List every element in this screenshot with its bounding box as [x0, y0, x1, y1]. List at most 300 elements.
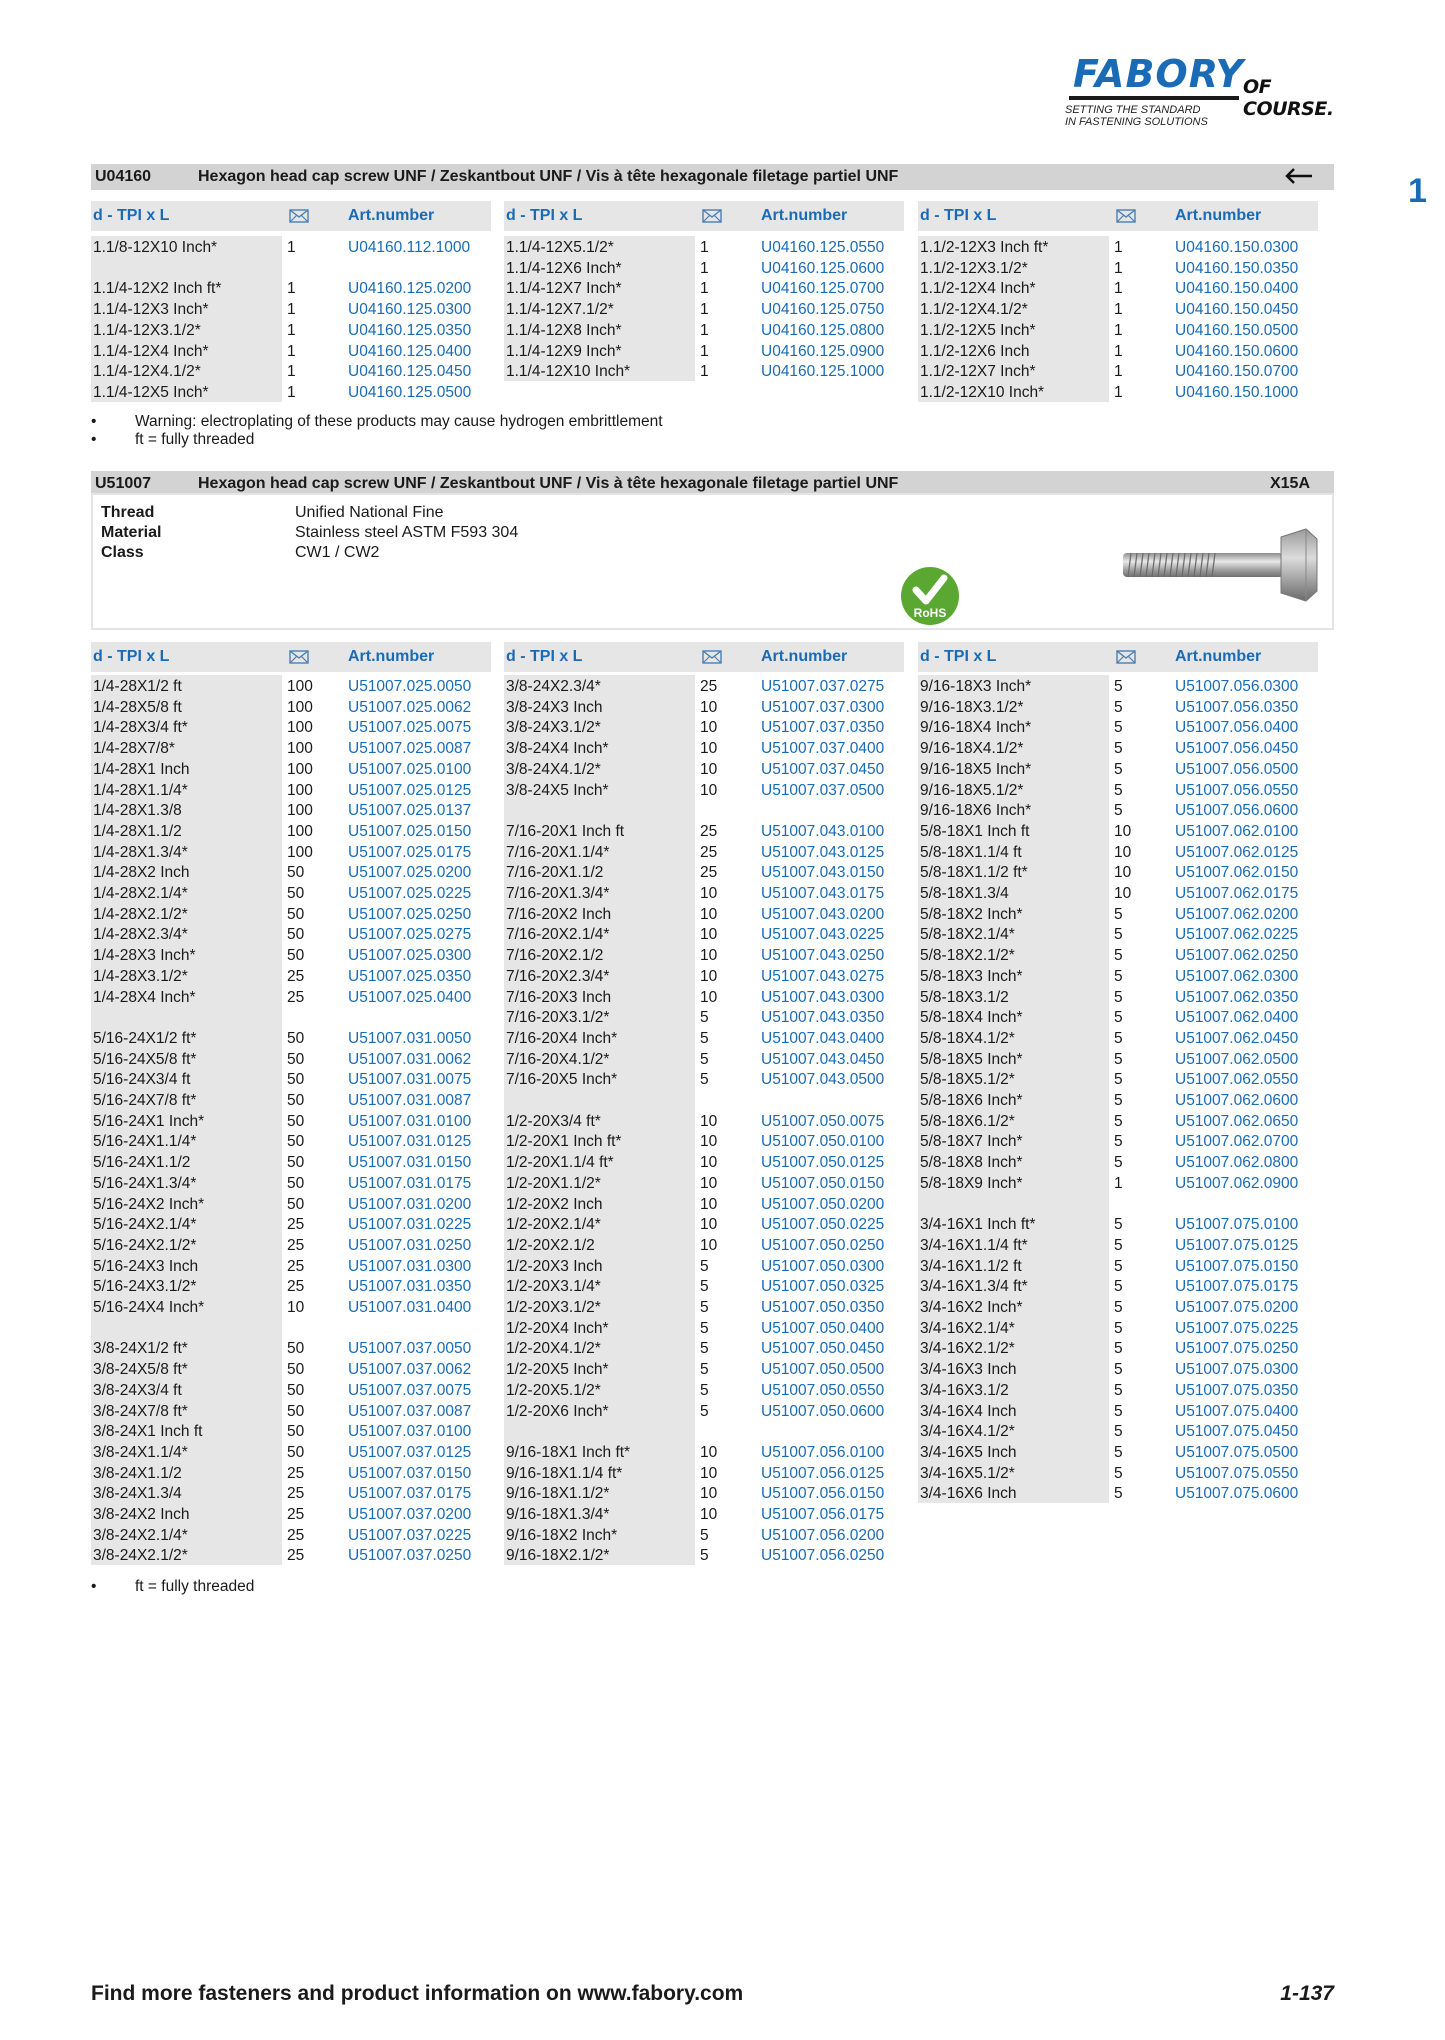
size-cell: 1/2-20X1 Inch ft*	[506, 1133, 622, 1151]
logo-underline	[1069, 96, 1239, 100]
column-header-3	[918, 201, 1318, 231]
article-number-link[interactable]: U51007.025.0350	[348, 967, 472, 985]
article-number-link[interactable]: U51007.043.0250	[761, 947, 885, 965]
article-number-link[interactable]: U04160.125.1000	[761, 363, 885, 381]
size-cell: 5/8-18X5 Inch*	[920, 1050, 1023, 1068]
quantity-cell: 1	[700, 363, 709, 381]
quantity-cell: 50	[287, 1195, 305, 1213]
article-number-link[interactable]: U51007.075.0550	[1175, 1464, 1299, 1482]
article-number-link[interactable]: U51007.075.0100	[1175, 1216, 1299, 1234]
article-number-link[interactable]: U51007.062.0700	[1175, 1133, 1299, 1151]
quantity-cell: 50	[287, 1174, 305, 1192]
article-number-link[interactable]: U51007.025.0125	[348, 781, 472, 799]
article-number-link[interactable]: U04160.112.1000	[348, 239, 471, 256]
size-cell: 9/16-18X4 Inch*	[920, 719, 1032, 737]
article-number-link[interactable]: U51007.031.0087	[348, 1092, 472, 1109]
size-cell: 1.1/4-12X7 Inch*	[506, 280, 622, 298]
article-number-link[interactable]: U51007.025.0275	[348, 926, 472, 944]
column-header-2	[504, 201, 904, 231]
header-art-number: Art.number	[348, 207, 435, 224]
quantity-cell: 25	[287, 1278, 305, 1296]
footer-page-number: 1-137	[1280, 1982, 1334, 2005]
article-number-link[interactable]: U51007.025.0175	[348, 843, 472, 861]
size-cell: 1.1/8-12X10 Inch*	[93, 239, 218, 256]
quantity-cell: 5	[1114, 1133, 1123, 1151]
article-number-link[interactable]: U51007.062.0550	[1175, 1071, 1299, 1089]
header-size-label: d - TPI x L	[93, 207, 170, 224]
size-cell: 3/8-24X1.3/4	[93, 1485, 182, 1503]
quantity-cell: 5	[700, 1402, 709, 1420]
article-number-link[interactable]: U51007.056.0200	[761, 1526, 885, 1544]
size-cell: 7/16-20X1 Inch ft	[506, 822, 625, 840]
article-number-link[interactable]: U51007.043.0125	[761, 843, 885, 861]
article-number-link[interactable]: U51007.075.0500	[1175, 1443, 1299, 1461]
article-number-link[interactable]: U51007.062.0150	[1175, 864, 1299, 882]
size-cell: 1.1/2-12X4 Inch*	[920, 280, 1036, 298]
header-size-label: d - TPI x L	[506, 648, 583, 665]
article-number-link[interactable]: U51007.050.0500	[761, 1361, 885, 1379]
size-cell: 1/2-20X3 Inch	[506, 1257, 603, 1275]
size-cell: 5/16-24X1/2 ft*	[93, 1029, 197, 1047]
size-cell: 1/2-20X1.1/4 ft*	[506, 1154, 614, 1172]
article-number-link[interactable]: U51007.037.0050	[348, 1340, 472, 1358]
quantity-cell: 10	[700, 1154, 718, 1172]
article-number-link[interactable]: U51007.075.0250	[1175, 1340, 1299, 1358]
article-number-link[interactable]: U51007.025.0100	[348, 760, 472, 778]
article-number-link[interactable]: U51007.043.0450	[761, 1050, 885, 1068]
size-cell: 1.1/2-12X3 Inch ft*	[920, 239, 1049, 256]
size-cell: 5/16-24X2 Inch*	[93, 1195, 205, 1213]
article-number-link[interactable]: U51007.056.0550	[1175, 781, 1299, 799]
article-number-link[interactable]: U51007.056.0350	[1175, 698, 1299, 716]
article-number-link[interactable]: U51007.075.0600	[1175, 1485, 1299, 1503]
article-number-link[interactable]: U51007.062.0400	[1175, 1009, 1299, 1027]
quantity-cell: 5	[700, 1547, 709, 1565]
article-number-link[interactable]: U51007.031.0100	[348, 1112, 472, 1130]
size-cell: 1/2-20X2.1/2	[506, 1236, 595, 1254]
size-cell: 5/8-18X7 Inch*	[920, 1133, 1023, 1151]
quantity-cell: 50	[287, 1381, 305, 1399]
article-number-link[interactable]: U51007.031.0350	[348, 1278, 472, 1296]
logo-wordmark: FABORY	[1073, 52, 1245, 96]
size-cell: 3/8-24X3 Inch	[506, 698, 603, 716]
article-number-link[interactable]: U51007.056.0100	[761, 1443, 885, 1461]
article-number-link[interactable]: U04160.125.0500	[348, 383, 472, 401]
article-number-link[interactable]: U51007.031.0125	[348, 1133, 472, 1151]
size-cell: 3/4-16X6 Inch	[920, 1485, 1017, 1503]
article-number-link[interactable]: U51007.050.0450	[761, 1340, 885, 1358]
article-number-link[interactable]: U04160.150.0600	[1175, 342, 1299, 360]
article-number-link[interactable]: U51007.050.0250	[761, 1236, 885, 1254]
quantity-cell: 1	[1114, 321, 1123, 339]
size-cell: 1/4-28X3 Inch*	[93, 947, 196, 965]
article-number-link[interactable]: U51007.050.0325	[761, 1278, 885, 1296]
size-cell: 1/4-28X1.1/4*	[93, 781, 188, 799]
article-number-link[interactable]: U51007.043.0150	[761, 864, 885, 882]
article-number-link[interactable]: U51007.037.0450	[761, 760, 885, 778]
quantity-cell: 10	[1114, 843, 1132, 861]
quantity-cell: 50	[287, 1154, 305, 1172]
article-number-link[interactable]: U51007.025.0075	[348, 719, 472, 737]
article-number-link[interactable]: U51007.056.0400	[1175, 719, 1299, 737]
quantity-cell: 5	[1114, 1402, 1123, 1420]
article-number-link[interactable]: U04160.150.0400	[1175, 280, 1299, 298]
quantity-cell: 1	[700, 239, 709, 256]
size-cell: 1/4-28X3.1/2*	[93, 967, 188, 985]
quantity-cell: 50	[287, 1092, 305, 1109]
article-number-link[interactable]: U51007.050.0550	[761, 1381, 885, 1399]
quantity-cell: 100	[287, 760, 313, 778]
article-number-link[interactable]: U51007.031.0150	[348, 1154, 472, 1172]
quantity-cell: 5	[1114, 1071, 1123, 1089]
article-number-link[interactable]: U51007.025.0200	[348, 864, 472, 882]
quantity-cell: 50	[287, 1361, 305, 1379]
article-number-link[interactable]: U04160.125.0550	[761, 239, 885, 256]
quantity-cell: 50	[287, 905, 305, 923]
article-number-link[interactable]: U51007.031.0075	[348, 1071, 472, 1089]
size-cell: 5/8-18X4 Inch*	[920, 1009, 1023, 1027]
article-number-link[interactable]: U04160.125.0700	[761, 280, 885, 298]
article-number-link[interactable]: U51007.025.0250	[348, 905, 472, 923]
article-number-link[interactable]: U51007.043.0400	[761, 1029, 885, 1047]
size-cell: 5/8-18X2.1/4*	[920, 926, 1015, 944]
article-number-link[interactable]: U04160.125.0800	[761, 321, 885, 339]
size-cell: 1/4-28X1 Inch	[93, 760, 190, 778]
article-number-link[interactable]: U51007.031.0225	[348, 1216, 472, 1234]
quantity-cell: 5	[700, 1299, 709, 1316]
size-cell: 9/16-18X3.1/2*	[920, 698, 1024, 716]
size-cell: 1.1/2-12X3.1/2*	[920, 259, 1028, 277]
article-number-link[interactable]: U51007.050.0400	[761, 1319, 885, 1337]
article-number-link[interactable]: U51007.062.0125	[1175, 843, 1299, 861]
quantity-cell: 10	[700, 947, 718, 965]
article-number-link[interactable]: U51007.050.0300	[761, 1257, 885, 1275]
bullet: •	[91, 413, 97, 430]
size-cell: 7/16-20X4.1/2*	[506, 1050, 610, 1068]
size-cell: 1.1/4-12X8 Inch*	[506, 321, 622, 339]
article-number-link[interactable]: U51007.025.0050	[348, 678, 472, 695]
article-number-link[interactable]: U51007.037.0400	[761, 740, 885, 758]
hex-bolt-image	[1121, 525, 1321, 605]
quantity-cell: 5	[700, 1526, 709, 1544]
article-number-link[interactable]: U51007.043.0200	[761, 905, 885, 923]
quantity-cell: 1	[1114, 239, 1123, 256]
quantity-cell: 1	[287, 363, 296, 381]
quantity-cell: 50	[287, 1050, 305, 1068]
property-value: Unified National Fine	[295, 504, 444, 521]
article-number-link[interactable]: U51007.056.0150	[761, 1485, 885, 1503]
article-number-link[interactable]: U51007.037.0200	[348, 1506, 472, 1523]
size-cell: 1.1/4-12X7.1/2*	[506, 301, 614, 319]
article-number-link[interactable]: U51007.043.0275	[761, 967, 885, 985]
article-number-link[interactable]: U04160.150.0500	[1175, 321, 1299, 339]
quantity-cell: 5	[1114, 1236, 1123, 1254]
article-number-link[interactable]: U04160.125.0900	[761, 342, 885, 360]
size-cell: 3/4-16X4.1/2*	[920, 1423, 1015, 1441]
size-cell: 3/4-16X5 Inch	[920, 1443, 1017, 1461]
quantity-cell: 100	[287, 740, 313, 758]
article-number-link[interactable]: U51007.037.0250	[348, 1547, 472, 1565]
quantity-cell: 1	[700, 342, 709, 360]
article-number-link[interactable]: U51007.037.0075	[348, 1381, 472, 1399]
size-cell: 5/8-18X6.1/2*	[920, 1112, 1015, 1130]
quantity-cell: 1	[700, 280, 709, 298]
size-cell: 5/8-18X1.3/4	[920, 885, 1009, 902]
article-number-link[interactable]: U51007.075.0175	[1175, 1278, 1299, 1296]
section2-right-code: X15A	[1269, 475, 1310, 492]
article-number-link[interactable]: U04160.125.0350	[348, 321, 472, 339]
size-cell: 3/4-16X1.3/4 ft*	[920, 1278, 1028, 1296]
article-number-link[interactable]: U51007.062.0350	[1175, 988, 1299, 1006]
article-number-link[interactable]: U51007.031.0400	[348, 1299, 472, 1316]
article-number-link[interactable]: U04160.150.0350	[1175, 259, 1299, 277]
article-number-link[interactable]: U51007.043.0500	[761, 1071, 885, 1089]
quantity-cell: 10	[700, 719, 718, 737]
article-number-link[interactable]: U51007.031.0250	[348, 1236, 472, 1254]
quantity-cell: 10	[700, 1506, 718, 1523]
article-number-link[interactable]: U51007.062.0900	[1175, 1174, 1299, 1192]
article-number-link[interactable]: U51007.056.0450	[1175, 740, 1299, 758]
article-number-link[interactable]: U51007.025.0300	[348, 947, 472, 965]
size-cell: 1/4-28X2.1/4*	[93, 885, 188, 902]
article-number-link[interactable]: U04160.125.0200	[348, 280, 472, 298]
article-number-link[interactable]: U51007.075.0125	[1175, 1236, 1299, 1254]
size-cell: 7/16-20X2.1/4*	[506, 926, 610, 944]
size-cell: 7/16-20X2.1/2	[506, 947, 604, 965]
quantity-cell: 10	[700, 926, 718, 944]
size-cell: 7/16-20X2 Inch	[506, 905, 612, 923]
logo-subtitle-line2: IN FASTENING SOLUTIONS	[1065, 116, 1208, 128]
article-number-link[interactable]: U51007.075.0400	[1175, 1402, 1299, 1420]
size-cell: 3/4-16X2.1/2*	[920, 1340, 1015, 1358]
article-number-link[interactable]: U51007.062.0100	[1175, 822, 1299, 840]
article-number-link[interactable]: U51007.037.0150	[348, 1464, 472, 1482]
article-number-link[interactable]: U51007.031.0062	[348, 1050, 472, 1068]
quantity-cell: 5	[700, 1340, 709, 1358]
article-number-link[interactable]: U51007.025.0225	[348, 885, 472, 902]
quantity-cell: 5	[1114, 926, 1123, 944]
quantity-cell: 5	[1114, 967, 1123, 985]
article-number-link[interactable]: U51007.025.0400	[348, 988, 472, 1006]
quantity-cell: 50	[287, 1133, 305, 1151]
size-cell: 3/8-24X1/2 ft*	[93, 1340, 188, 1358]
article-number-link[interactable]: U51007.056.0250	[761, 1547, 885, 1565]
quantity-cell: 10	[700, 1195, 718, 1213]
size-cell: 7/16-20X3.1/2*	[506, 1009, 610, 1027]
article-number-link[interactable]: U51007.075.0450	[1175, 1423, 1299, 1441]
article-number-link[interactable]: U51007.075.0350	[1175, 1381, 1299, 1399]
size-cell: 1.1/2-12X7 Inch*	[920, 363, 1036, 381]
article-number-link[interactable]: U04160.125.0400	[348, 342, 472, 360]
size-cell: 1/4-28X1/2 ft	[93, 678, 182, 695]
quantity-cell: 1	[1114, 363, 1123, 381]
article-number-link[interactable]: U51007.050.0125	[761, 1154, 885, 1172]
size-cell: 9/16-18X4.1/2*	[920, 740, 1024, 758]
article-number-link[interactable]: U51007.062.0800	[1175, 1154, 1299, 1172]
article-number-link[interactable]: U04160.125.0300	[348, 301, 472, 319]
article-number-link[interactable]: U51007.037.0062	[348, 1361, 472, 1379]
article-number-link[interactable]: U51007.043.0225	[761, 926, 885, 944]
quantity-cell: 100	[287, 843, 313, 861]
article-number-link[interactable]: U51007.043.0350	[761, 1009, 885, 1027]
article-number-link[interactable]: U51007.050.0100	[761, 1133, 885, 1151]
size-cell: 1.1/4-12X4 Inch*	[93, 342, 209, 360]
size-cell: 5/16-24X3/4 ft	[93, 1071, 191, 1089]
article-number-link[interactable]: U04160.150.0300	[1175, 239, 1299, 256]
article-number-link[interactable]: U51007.075.0200	[1175, 1299, 1299, 1316]
article-number-link[interactable]: U51007.056.0175	[761, 1506, 885, 1523]
section1-title: Hexagon head cap screw UNF / Zeskantbout UNF / Vis à tête hexagonale filetage partiel UNF	[198, 168, 899, 185]
article-number-link[interactable]: U51007.037.0087	[348, 1402, 472, 1420]
quantity-cell: 100	[287, 678, 313, 695]
quantity-cell: 10	[287, 1299, 305, 1316]
size-cell: 5/16-24X1.3/4*	[93, 1174, 197, 1192]
footer-website-text: Find more fasteners and product information on www.fabory.com	[91, 1982, 744, 2005]
article-number-link[interactable]: U51007.037.0225	[348, 1526, 472, 1544]
size-cell: 3/4-16X1 Inch ft*	[920, 1216, 1036, 1234]
size-cell: 1.1/4-12X6 Inch*	[506, 259, 622, 277]
size-cell: 5/16-24X2.1/2*	[93, 1236, 197, 1254]
size-cell: 5/8-18X3 Inch*	[920, 967, 1023, 985]
quantity-cell: 10	[700, 1112, 718, 1130]
article-number-link[interactable]: U51007.043.0300	[761, 988, 885, 1006]
section2-code: U51007	[95, 475, 152, 492]
article-number-link[interactable]: U04160.150.0700	[1175, 363, 1299, 381]
envelope-icon	[702, 209, 722, 223]
quantity-cell: 5	[1114, 740, 1123, 758]
article-number-link[interactable]: U51007.037.0275	[761, 678, 885, 695]
chapter-number: 1	[1408, 172, 1427, 210]
article-number-link[interactable]: U51007.050.0200	[761, 1195, 885, 1213]
article-number-link[interactable]: U51007.043.0175	[761, 885, 885, 902]
article-number-link[interactable]: U51007.050.0225	[761, 1216, 885, 1234]
size-cell: 1.1/4-12X4.1/2*	[93, 363, 201, 381]
article-number-link[interactable]: U04160.150.1000	[1175, 383, 1299, 401]
article-number-link[interactable]: U51007.031.0200	[348, 1195, 472, 1213]
quantity-cell: 1	[700, 259, 709, 277]
article-number-link[interactable]: U51007.062.0225	[1175, 926, 1299, 944]
article-number-link[interactable]: U51007.031.0050	[348, 1029, 472, 1047]
article-number-link[interactable]: U51007.050.0150	[761, 1174, 885, 1192]
article-number-link[interactable]: U51007.050.0350	[761, 1299, 885, 1316]
size-cell: 5/8-18X2 Inch*	[920, 905, 1023, 923]
size-cell: 3/8-24X5 Inch*	[506, 781, 609, 799]
article-number-link[interactable]: U04160.125.0600	[761, 259, 885, 277]
size-cell: 5/16-24X1 Inch*	[93, 1112, 205, 1130]
product-properties-box	[91, 493, 1334, 630]
article-number-link[interactable]: U51007.056.0300	[1175, 678, 1299, 695]
quantity-cell: 100	[287, 822, 313, 840]
header-art-number: Art.number	[1175, 648, 1262, 665]
article-number-link[interactable]: U51007.037.0175	[348, 1485, 472, 1503]
size-cell: 5/8-18X9 Inch*	[920, 1174, 1023, 1192]
quantity-cell: 5	[700, 1278, 709, 1296]
size-cell: 5/8-18X4.1/2*	[920, 1029, 1015, 1047]
article-number-link[interactable]: U51007.050.0600	[761, 1402, 885, 1420]
article-number-link[interactable]: U04160.125.0750	[761, 301, 885, 319]
article-number-link[interactable]: U51007.062.0250	[1175, 947, 1299, 965]
size-cell: 1.1/4-12X3 Inch*	[93, 301, 209, 319]
logo-subtitle-line1: SETTING THE STANDARD	[1065, 104, 1201, 116]
article-number-link[interactable]: U51007.062.0450	[1175, 1029, 1299, 1047]
size-cell: 1/4-28X1.1/2	[93, 822, 182, 840]
quantity-cell: 10	[700, 885, 718, 902]
article-number-link[interactable]: U51007.037.0500	[761, 781, 885, 799]
size-cell: 7/16-20X4 Inch*	[506, 1029, 618, 1047]
header-size-label: d - TPI x L	[920, 207, 997, 224]
article-number-link[interactable]: U51007.025.0087	[348, 740, 472, 758]
article-number-link[interactable]: U51007.056.0500	[1175, 760, 1299, 778]
size-cell: 5/16-24X1.1/4*	[93, 1133, 197, 1151]
size-cell: 5/8-18X3.1/2	[920, 988, 1009, 1006]
envelope-icon	[289, 650, 309, 664]
quantity-cell: 1	[287, 280, 296, 298]
property-label: Material	[101, 524, 162, 541]
article-number-link[interactable]: U51007.062.0650	[1175, 1112, 1299, 1130]
quantity-cell: 25	[287, 1506, 305, 1523]
article-number-link[interactable]: U51007.037.0350	[761, 719, 885, 737]
quantity-cell: 25	[287, 988, 305, 1006]
quantity-cell: 25	[287, 1464, 305, 1482]
article-number-link[interactable]: U51007.062.0175	[1175, 885, 1299, 902]
article-number-link[interactable]: U04160.150.0450	[1175, 301, 1299, 319]
size-cell: 9/16-18X6 Inch*	[920, 802, 1032, 820]
article-number-link[interactable]: U51007.062.0300	[1175, 967, 1299, 985]
quantity-cell: 5	[1114, 1299, 1123, 1316]
quantity-cell: 5	[700, 1381, 709, 1399]
article-number-link[interactable]: U51007.062.0600	[1175, 1092, 1299, 1109]
article-number-link[interactable]: U51007.025.0137	[348, 802, 472, 820]
article-number-link[interactable]: U51007.056.0600	[1175, 802, 1299, 820]
quantity-cell: 5	[700, 1071, 709, 1089]
article-number-link[interactable]: U51007.050.0075	[761, 1112, 885, 1130]
size-cell: 1/2-20X5.1/2*	[506, 1381, 601, 1399]
article-number-link[interactable]: U51007.062.0500	[1175, 1050, 1299, 1068]
article-number-link[interactable]: U51007.025.0150	[348, 822, 472, 840]
article-number-link[interactable]: U51007.031.0300	[348, 1257, 472, 1275]
quantity-cell: 5	[1114, 1050, 1123, 1068]
size-cell: 7/16-20X1.1/4*	[506, 843, 610, 861]
article-number-link[interactable]: U51007.037.0125	[348, 1443, 472, 1461]
header-size-label: d - TPI x L	[920, 648, 997, 665]
size-cell: 3/8-24X5/8 ft*	[93, 1361, 188, 1379]
quantity-cell: 10	[700, 905, 718, 923]
article-number-link[interactable]: U51007.025.0062	[348, 698, 472, 716]
size-cell: 7/16-20X1.1/2	[506, 864, 604, 882]
quantity-cell: 100	[287, 802, 313, 820]
article-number-link[interactable]: U51007.031.0175	[348, 1174, 472, 1192]
article-number-link[interactable]: U51007.075.0150	[1175, 1257, 1299, 1275]
quantity-cell: 10	[700, 698, 718, 716]
article-number-link[interactable]: U51007.043.0100	[761, 822, 885, 840]
quantity-cell: 1	[1114, 342, 1123, 360]
article-number-link[interactable]: U04160.125.0450	[348, 363, 472, 381]
article-number-link[interactable]: U51007.056.0125	[761, 1464, 885, 1482]
article-number-link[interactable]: U51007.037.0100	[348, 1423, 472, 1441]
quantity-cell: 1	[1114, 1174, 1123, 1192]
quantity-cell: 10	[700, 1464, 718, 1482]
quantity-cell: 5	[1114, 1009, 1123, 1027]
quantity-cell: 25	[287, 1236, 305, 1254]
quantity-cell: 5	[1114, 1361, 1123, 1379]
article-number-link[interactable]: U51007.075.0225	[1175, 1319, 1299, 1337]
article-number-link[interactable]: U51007.062.0200	[1175, 905, 1299, 923]
quantity-cell: 50	[287, 885, 305, 902]
article-number-link[interactable]: U51007.075.0300	[1175, 1361, 1299, 1379]
property-label: Class	[101, 544, 144, 561]
arrow-left-icon[interactable]	[1284, 164, 1314, 193]
article-number-link[interactable]: U51007.037.0300	[761, 698, 885, 716]
